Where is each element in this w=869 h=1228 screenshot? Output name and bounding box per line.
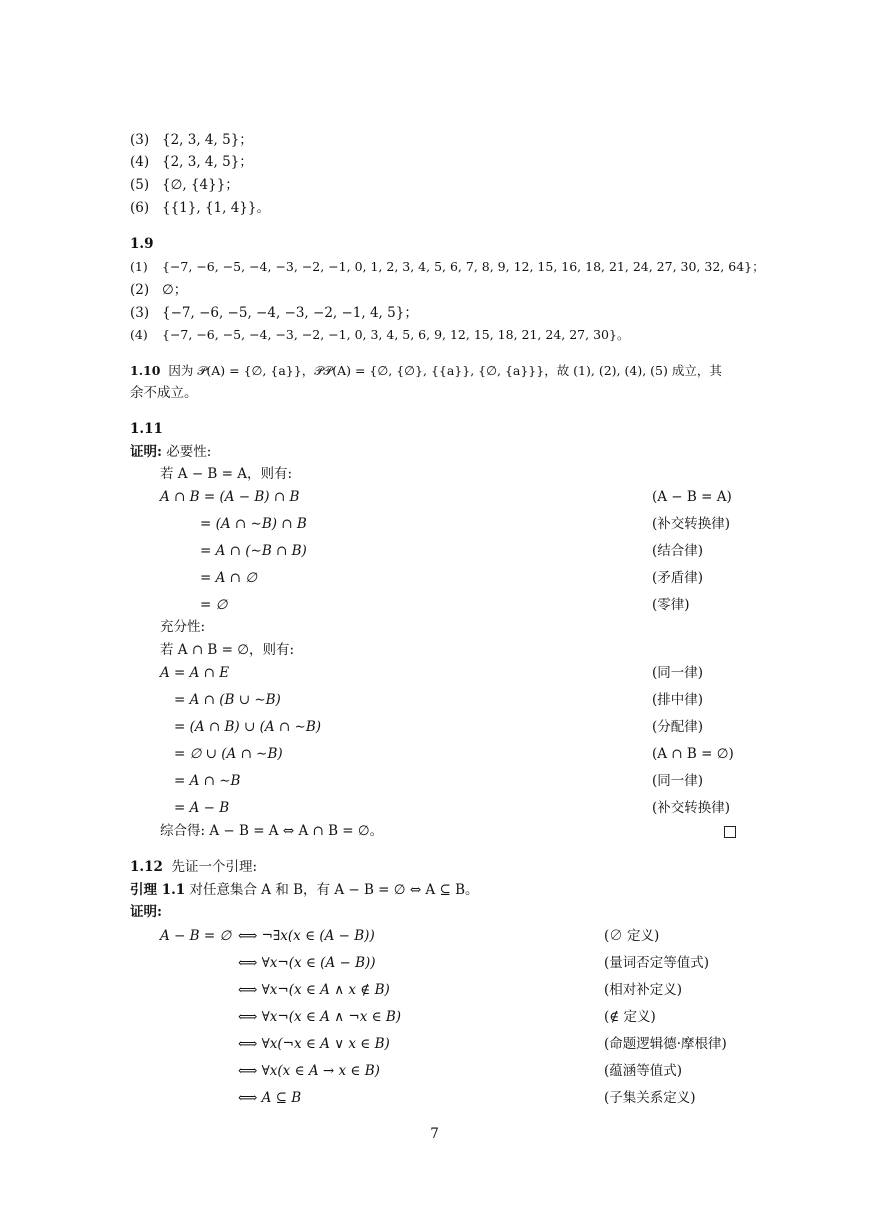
step-reason: (∅ 定义) [604, 928, 660, 944]
proof-step: ⟺ ∀x(¬x ∈ A ∨ x ∈ B) [238, 1036, 390, 1052]
proof-premise: 若 A ∩ B = ∅，则有: [160, 642, 295, 658]
qed-icon [724, 826, 736, 838]
list-item: (4) {−7, −6, −5, −4, −3, −2, −1, 0, 3, 4, 5, 6, 9, 12, 15, 18, 21, 24, 27, 30}。 [130, 327, 630, 342]
proof-step: = ∅ [200, 597, 228, 613]
step-reason: (分配律) [652, 719, 704, 735]
list-item: (2) ∅； [130, 282, 188, 298]
proof-step: = A ∩ (B ∪ ∼B) [174, 692, 281, 708]
exercise-1-10-cont: 余不成立。 [130, 385, 198, 401]
proof-heading: 证明: 必要性: [130, 444, 212, 460]
proof-step: = A ∩ ∼B [174, 773, 241, 789]
proof-step: ⟺ ¬∃x(x ∈ (A − B)) [238, 928, 375, 944]
list-item: (3) {2, 3, 4, 5}； [130, 132, 253, 148]
proof-step: A = A ∩ E [160, 665, 230, 681]
step-reason: (同一律) [652, 665, 704, 681]
exercise-1-10: 1.10 因为 𝒫(A) = {∅, {a}}，𝒫𝒫(A) = {∅, {∅}, {{a}}, {∅, {a}}}，故 (1), (2), (4), (5) 成立，其 [130, 363, 722, 378]
proof-step: ⟺ A ⊆ B [238, 1090, 302, 1106]
step-reason: (排中律) [652, 692, 704, 708]
step-reason: (蕴涵等值式) [604, 1063, 683, 1079]
proof-step: ⟺ ∀x(x ∈ A → x ∈ B) [238, 1063, 380, 1079]
page-number: 7 [430, 1126, 439, 1142]
step-reason: (同一律) [652, 773, 704, 789]
list-item: (6) {{1}, {1, 4}}。 [130, 200, 270, 216]
step-reason: (A − B = A) [652, 489, 732, 505]
step-reason: (子集关系定义) [604, 1090, 696, 1106]
proof-heading: 证明: [130, 904, 162, 920]
step-reason: (命题逻辑德·摩根律) [604, 1036, 727, 1052]
step-reason: (结合律) [652, 543, 704, 559]
proof-heading: 充分性: [160, 619, 206, 635]
list-item: (1) {−7, −6, −5, −4, −3, −2, −1, 0, 1, 2, 3, 4, 5, 6, 7, 8, 9, 12, 15, 16, 18, 21, 24, 27, 30, 32, 64}； [130, 259, 765, 274]
proof-step: A ∩ B = (A − B) ∩ B [160, 489, 300, 505]
exercise-title: 1.11 [130, 421, 163, 437]
list-item: (4) {2, 3, 4, 5}； [130, 154, 253, 170]
step-reason: (量词否定等值式) [604, 955, 710, 971]
step-reason: (矛盾律) [652, 570, 704, 586]
step-reason: (A ∩ B = ∅) [652, 746, 734, 762]
proof-step: = A − B [174, 800, 230, 816]
proof-step: = (A ∩ B) ∪ (A ∩ ∼B) [174, 719, 322, 735]
proof-step: = A ∩ (∼B ∩ B) [200, 543, 307, 559]
proof-step: = ∅ ∪ (A ∩ ∼B) [174, 746, 283, 762]
step-reason: (补交转换律) [652, 800, 731, 816]
exercise-title: 1.9 [130, 236, 154, 252]
list-item: (3) {−7, −6, −5, −4, −3, −2, −1, 4, 5}； [130, 305, 418, 321]
step-reason: (零律) [652, 597, 690, 613]
step-reason: (相对补定义) [604, 982, 683, 998]
proof-step: ⟺ ∀x¬(x ∈ (A − B)) [238, 955, 376, 971]
lemma: 引理 1.1 对任意集合 A 和 B，有 A − B = ∅ ⇔ A ⊆ B。 [130, 882, 479, 898]
proof-conclusion: 综合得: A − B = A ⇔ A ∩ B = ∅。 [160, 823, 384, 839]
proof-step: ⟺ ∀x¬(x ∈ A ∧ ¬x ∈ B) [238, 1009, 402, 1025]
proof-step: = A ∩ ∅ [200, 570, 258, 586]
proof-step: = (A ∩ ∼B) ∩ B [200, 516, 307, 532]
exercise-1-12: 1.12 先证一个引理: [130, 859, 258, 875]
proof-lhs: A − B = ∅ [160, 928, 232, 944]
list-item: (5) {∅, {4}}； [130, 177, 239, 193]
step-reason: (∉ 定义) [604, 1009, 656, 1025]
step-reason: (补交转换律) [652, 516, 731, 532]
proof-step: ⟺ ∀x¬(x ∈ A ∧ x ∉ B) [238, 982, 390, 998]
proof-premise: 若 A − B = A，则有: [160, 466, 293, 482]
